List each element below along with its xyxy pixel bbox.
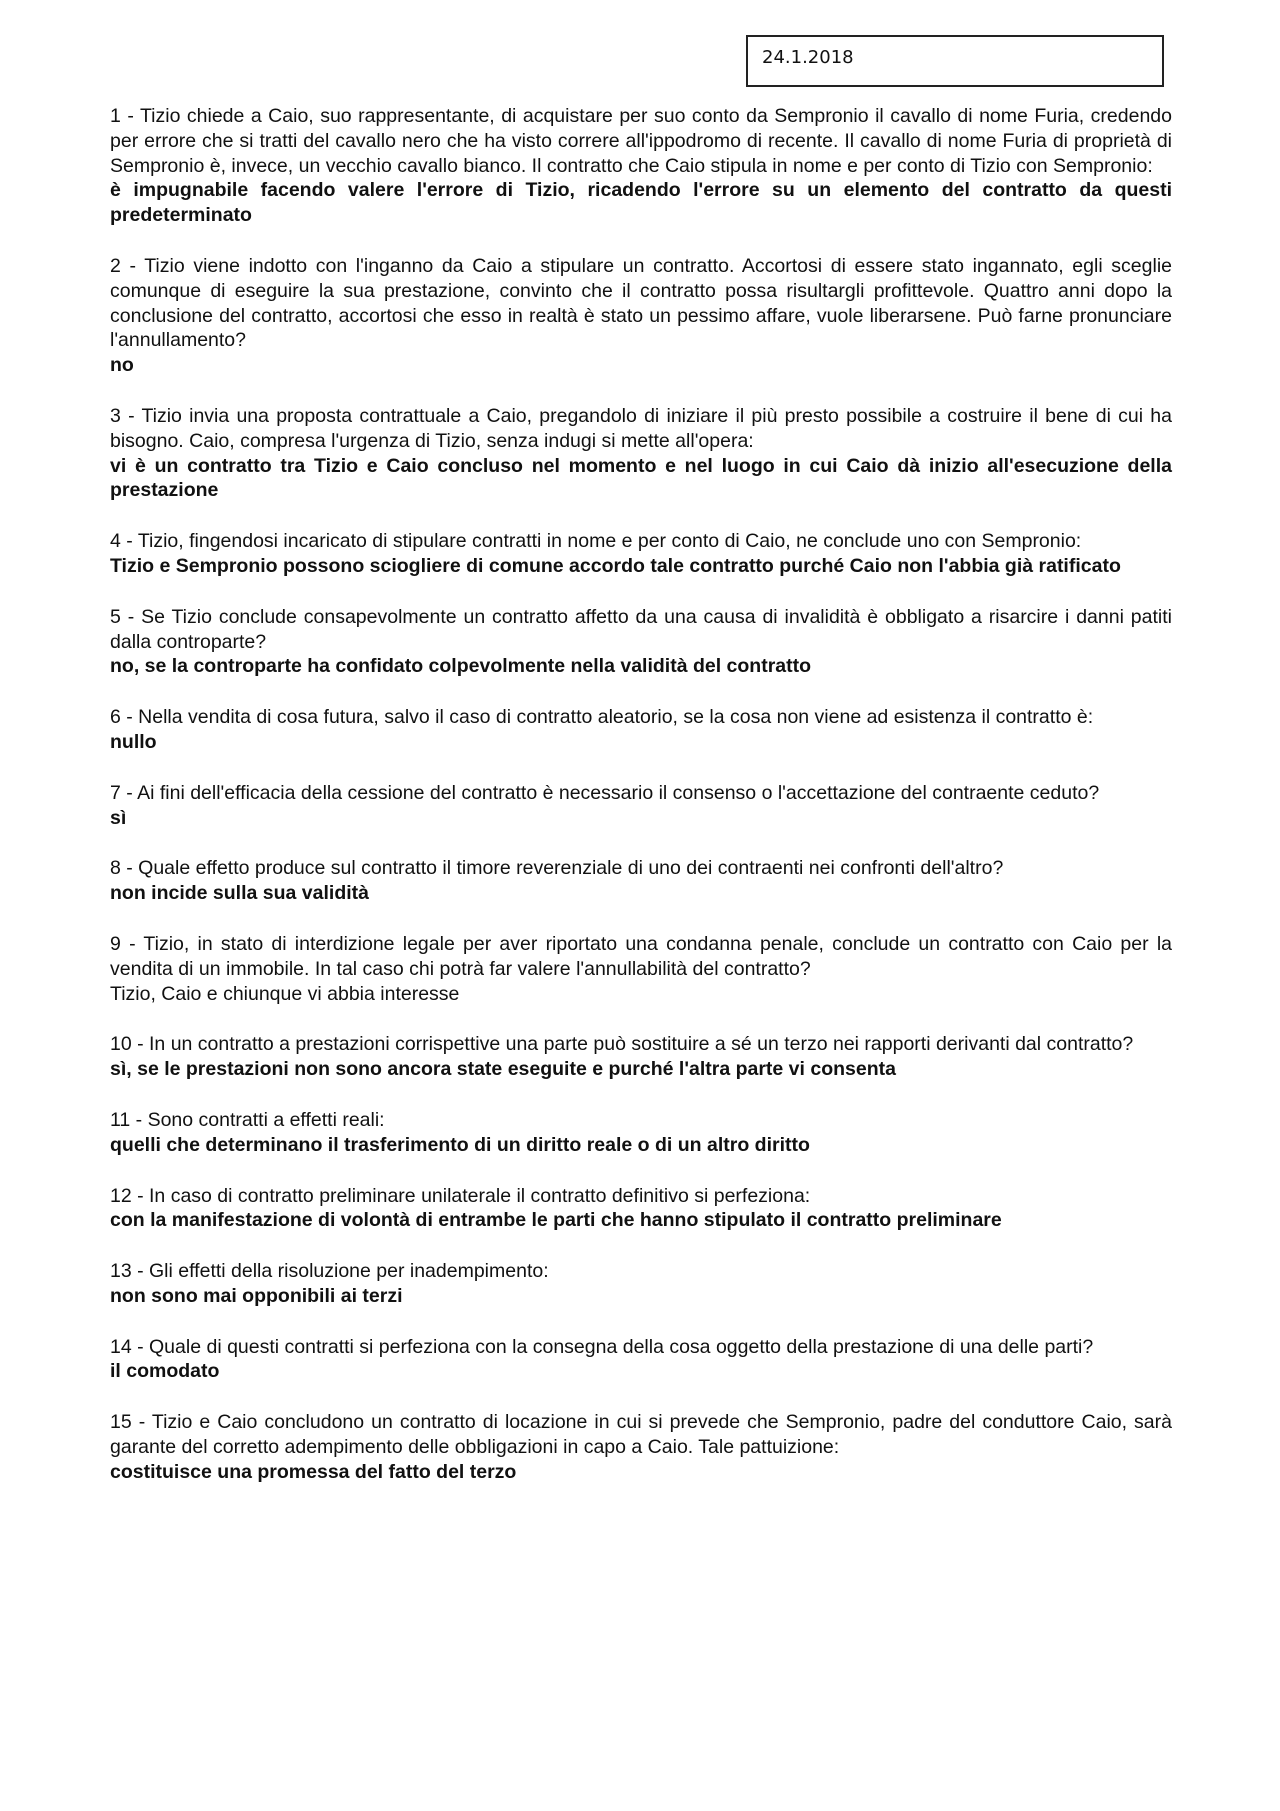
question-3: 3 - Tizio invia una proposta contrattuale a Caio, pregandolo di iniziare il più presto possibile a costruire il bene di cui ha bisogno. Caio, compresa l'urgenza di Tizio, senza indugi si mette all'opera: [110,404,1172,452]
answer-2: no [110,354,134,377]
qa-item-12 [110,1184,1172,1234]
qa-item-5 [110,605,1172,679]
question-9: 9 - Tizio, in stato di interdizione legale per aver riportato una condanna penale, conclude un contratto con Caio per la vendita di un immobile. In tal caso chi potrà far valere l'annullabilità del contratto? [110,932,1172,980]
answer-12: con la manifestazione di volontà di entrambe le parti che hanno stipulato il contratto preliminare [110,1209,1002,1232]
qa-item-2 [110,254,1172,378]
question-10: 10 - In un contratto a prestazioni corrispettive una parte può sostituire a sé un terzo nei rapporti derivanti dal contratto? [110,1033,1134,1056]
question-5: 5 - Se Tizio conclude consapevolmente un contratto affetto da una causa di invalidità è obbligato a risarcire i danni patiti dalla controparte? [110,605,1172,653]
qa-item-11 [110,1108,1172,1158]
question-2: 2 - Tizio viene indotto con l'inganno da Caio a stipulare un contratto. Accortosi di essere stato ingannato, egli sceglie comunque di eseguire la sua prestazione, convinto che il contratto possa risultargli profittevole. Quattro anni dopo la conclusione del contratto, accortosi che esso in realtà è stato un pessimo affare, vuole liberarsene. Può farne pronunciare l'annullamento? [110,254,1172,352]
qa-item-7 [110,781,1172,831]
qa-item-10 [110,1032,1172,1082]
question-7: 7 - Ai fini dell'efficacia della cessione del contratto è necessario il consenso o l'accettazione del contraente ceduto? [110,781,1100,804]
answer-3: vi è un contratto tra Tizio e Caio concluso nel momento e nel luogo in cui Caio dà inizio all'esecuzione della prestazione [110,454,1172,502]
qa-item-1 [110,104,1172,228]
qa-item-15 [110,1410,1172,1484]
answer-7: sì [110,806,127,829]
question-11: 11 - Sono contratti a effetti reali: [110,1108,385,1131]
date-box [746,35,1164,87]
qa-item-9 [110,932,1172,1006]
question-13: 13 - Gli effetti della risoluzione per inadempimento: [110,1260,549,1283]
answer-5: no, se la controparte ha confidato colpevolmente nella validità del contratto [110,655,812,678]
qa-item-4 [110,529,1172,579]
qa-item-14 [110,1335,1172,1385]
question-14: 14 - Quale di questi contratti si perfeziona con la consegna della cosa oggetto della prestazione di una delle parti? [110,1335,1094,1358]
qa-item-13 [110,1259,1172,1309]
answer-15: costituisce una promessa del fatto del terzo [110,1460,517,1483]
question-8: 8 - Quale effetto produce sul contratto il timore reverenziale di uno dei contraenti nei confronti dell'altro? [110,857,1004,880]
answer-11: quelli che determinano il trasferimento di un diritto reale o di un altro diritto [110,1133,810,1156]
qa-item-8 [110,856,1172,906]
qa-item-6 [110,705,1172,755]
question-12: 12 - In caso di contratto preliminare unilaterale il contratto definitivo si perfeziona: [110,1184,811,1207]
answer-9: Tizio, Caio e chiunque vi abbia interesse [110,982,460,1005]
answer-8: non incide sulla sua validità [110,882,369,905]
answer-13: non sono mai opponibili ai terzi [110,1284,403,1307]
answer-1: è impugnabile facendo valere l'errore di Tizio, ricadendo l'errore su un elemento del contratto da questi predeterminato [110,179,1172,227]
document-date: 24.1.2018 [762,47,854,68]
answer-4: Tizio e Sempronio possono sciogliere di comune accordo tale contratto purché Caio non l'abbia già ratificato [110,554,1121,577]
answer-10: sì, se le prestazioni non sono ancora state eseguite e purché l'altra parte vi consenta [110,1058,896,1081]
answer-14: il comodato [110,1360,220,1383]
answer-6: nullo [110,730,157,753]
question-15: 15 - Tizio e Caio concludono un contratto di locazione in cui si prevede che Sempronio, padre del conduttore Caio, sarà garante del corretto adempimento delle obbligazioni in capo a Caio. Tale pattuizione: [110,1411,1172,1459]
qa-item-3 [110,404,1172,503]
question-6: 6 - Nella vendita di cosa futura, salvo il caso di contratto aleatorio, se la cosa non viene ad esistenza il contratto è: [110,706,1094,729]
question-4: 4 - Tizio, fingendosi incaricato di stipulare contratti in nome e per conto di Caio, ne conclude uno con Sempronio: [110,530,1082,553]
qa-list [110,104,1172,1511]
question-1: 1 - Tizio chiede a Caio, suo rappresentante, di acquistare per suo conto da Sempronio il cavallo di nome Furia, credendo per errore che si tratti del cavallo nero che ha visto correre all'ippodromo di recente. Il cavallo di nome Furia di proprietà di Sempronio è, invece, un vecchio cavallo bianco. Il contratto che Caio stipula in nome e per conto di Tizio con Sempronio: [110,105,1172,177]
